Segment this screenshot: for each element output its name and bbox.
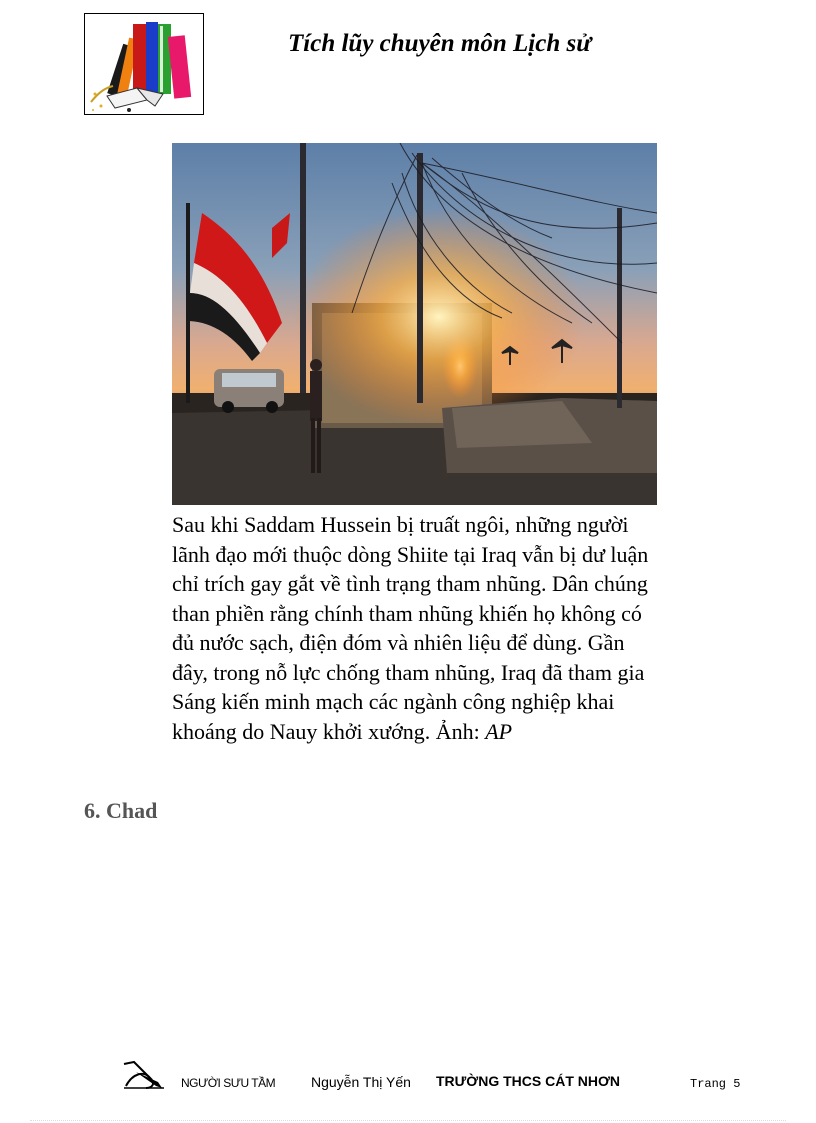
pen-writing-icon bbox=[122, 1060, 166, 1090]
photo-caption bbox=[172, 510, 662, 746]
page-title: Tích lũy chuyên môn Lịch sử bbox=[288, 30, 592, 57]
page-number: Trang 5 bbox=[690, 1077, 741, 1091]
books-icon bbox=[85, 14, 203, 114]
footer-divider bbox=[30, 1120, 786, 1121]
photo-credit: AP bbox=[485, 718, 513, 744]
checkpoint-photo bbox=[172, 143, 657, 505]
collector-label: NGƯỜI SƯU TẦM bbox=[181, 1076, 276, 1090]
school-name: TRƯỜNG THCS CÁT NHƠN bbox=[436, 1073, 621, 1089]
header-logo bbox=[84, 13, 204, 115]
page-footer bbox=[0, 1060, 816, 1100]
author-name: Nguyễn Thị Yến bbox=[311, 1074, 411, 1090]
section-heading: 6. Chad bbox=[84, 798, 158, 823]
caption-text: Sau khi Saddam Hussein bị truất ngôi, những người lãnh đạo mới thuộc dòng Shiite tại Iraq vẫn bị dư luận chỉ trích gay gắt về tình trạng tham nhũng. Dân chúng than phiền rằng chính tham nhũng khiến họ không có đủ nước sạch, điện đóm và nhiên liệu để dùng. Gần đây, trong nỗ lực chống tham nhũng, Iraq đã tham gia Sáng kiến minh mạch các ngành công nghiệp khai khoáng do Nauy khởi xướng. Ảnh: bbox=[172, 512, 649, 744]
